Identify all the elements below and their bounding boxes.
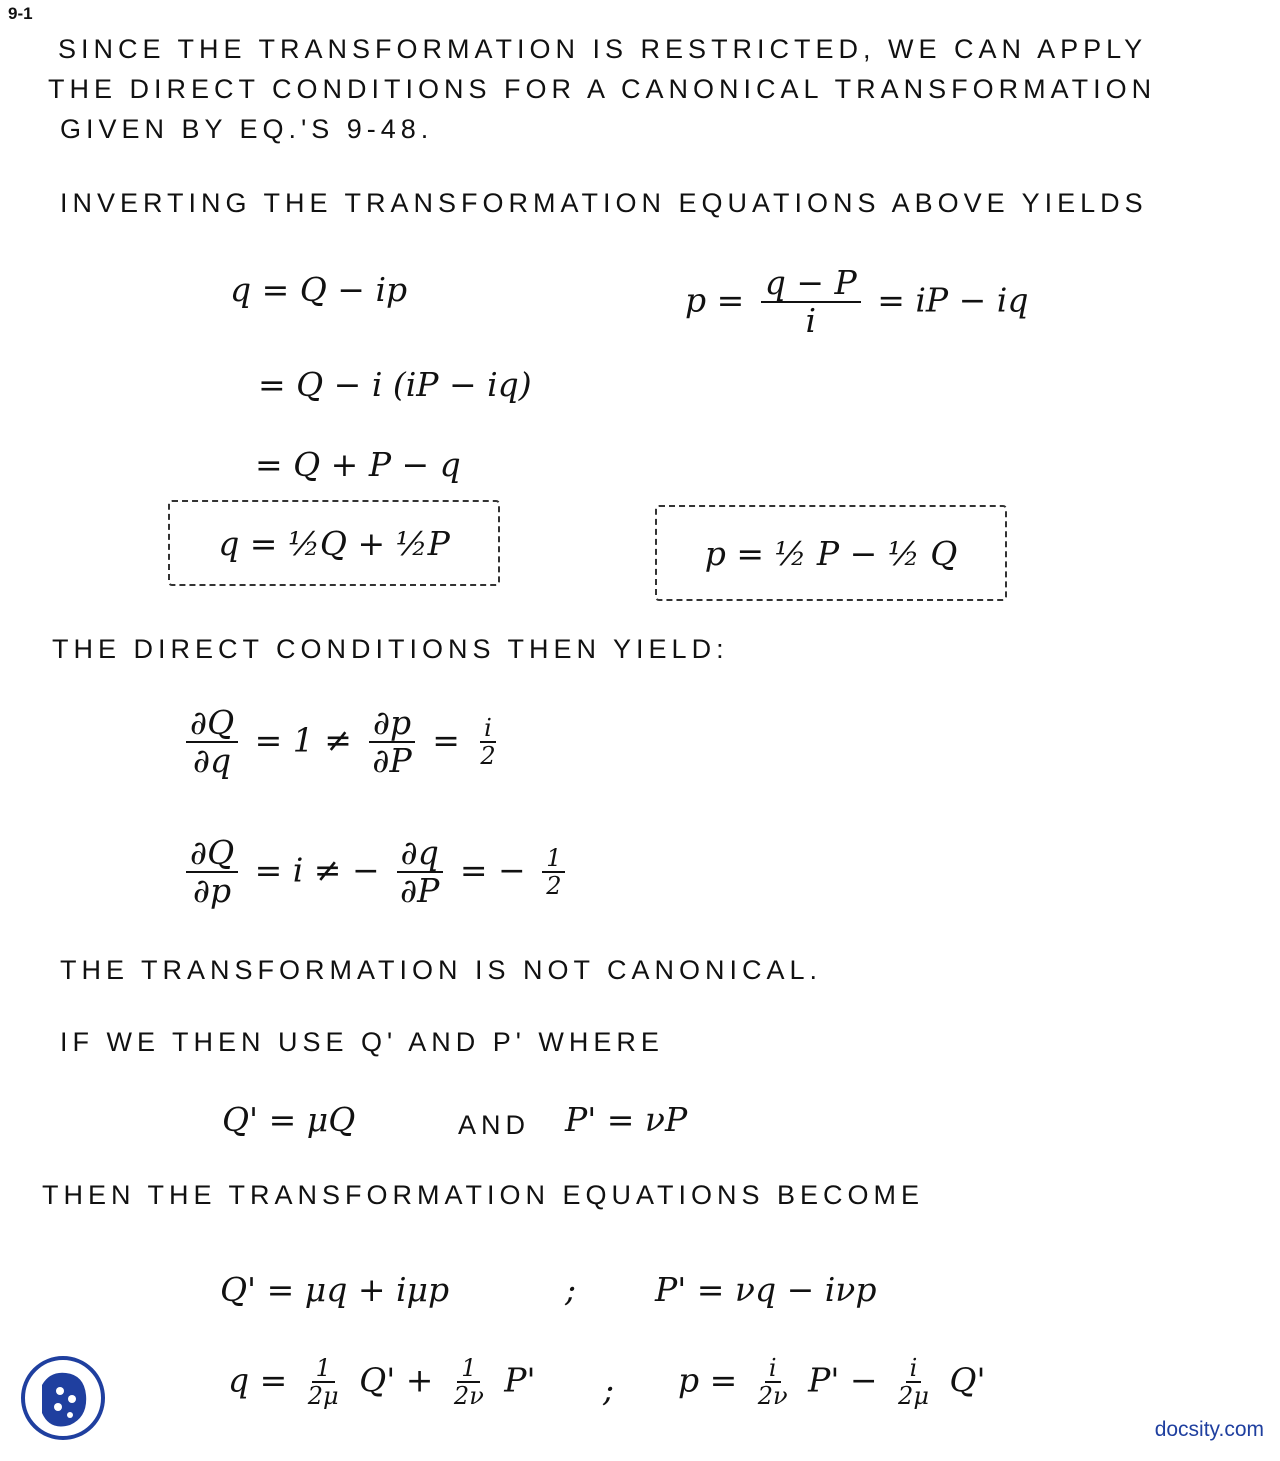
inv-q-f1n: 1 (312, 1355, 335, 1383)
c2-den: ∂p (192, 871, 232, 911)
boxed-p-result (655, 505, 1007, 601)
c1-rnum: i (480, 715, 496, 743)
eq-p-def-den: i (805, 301, 817, 341)
text-line-1: SINCE THE TRANSFORMATION IS RESTRICTED, WE CAN APPLY (58, 34, 1148, 64)
inv-q-frac-2 (450, 1355, 488, 1410)
inv-p-t1: P' − (808, 1360, 878, 1400)
eq-p-def-rhs: = iP − iq (877, 280, 1029, 320)
c2-frac-3 (542, 845, 565, 900)
eq-scale-and: AND (458, 1110, 531, 1140)
inv-p-f1n: i (765, 1355, 781, 1383)
text-line-7: IF WE THEN USE Q' AND P' WHERE (60, 1027, 664, 1057)
eq-p-def (685, 265, 1028, 340)
text-line-2: THE DIRECT CONDITIONS FOR A CANONICAL TRANSFORMATION (48, 74, 1157, 104)
text-line-5: THE DIRECT CONDITIONS THEN YIELD: (52, 634, 729, 664)
inv-p-t2: Q' (949, 1360, 986, 1400)
eq-scale-p: P' = νP (565, 1100, 688, 1139)
c2-mid: = i ≠ − (254, 850, 380, 890)
docsity-watermark[interactable]: docsity.com (1154, 1418, 1264, 1441)
c1-den: ∂q (192, 741, 232, 781)
page-label: 9-1 (8, 4, 33, 23)
c2-rden: 2 (546, 872, 562, 901)
inv-q-f2d: 2ν (453, 1382, 484, 1411)
c2-rnum: 1 (542, 845, 565, 873)
inv-p-lhs: p = (678, 1360, 738, 1400)
c1-num2: ∂p (369, 705, 415, 743)
eq-condition-1 (180, 705, 506, 780)
eq-p-def-num: q − P (761, 265, 861, 303)
eq-q-step3: = Q + P − q (255, 445, 461, 484)
inv-p-f2n: i (906, 1355, 922, 1383)
inv-q-t1: Q' + (359, 1360, 434, 1400)
text-line-4: INVERTING THE TRANSFORMATION EQUATIONS ABOVE YIELDS (60, 188, 1148, 218)
inv-q-f1d: 2μ (307, 1382, 339, 1411)
c2-frac-2 (396, 835, 443, 910)
inv-p-frac-2 (894, 1355, 933, 1410)
inv-q-f2n: 1 (457, 1355, 480, 1383)
boxed-q-result (168, 500, 500, 586)
eq-q-box: q = ½Q + ½P (218, 523, 450, 563)
text-line-3: GIVEN BY EQ.'S 9-48. (60, 114, 434, 144)
text-line-8: THEN THE TRANSFORMATION EQUATIONS BECOME (42, 1180, 925, 1210)
c2-frac-1 (186, 835, 238, 910)
c1-mid: = 1 ≠ (254, 720, 352, 760)
eq-q-step2: = Q − i (iP − iq) (258, 365, 532, 404)
docsity-logo-icon[interactable] (20, 1355, 106, 1441)
c1-frac-1 (186, 705, 238, 780)
eq-new-p: P' = νq − iνp (655, 1270, 877, 1309)
inv-q-t2: P' (504, 1360, 536, 1400)
c2-den2: ∂P (400, 871, 440, 911)
eq-p-box: p = ½ P − ½ Q (704, 533, 958, 573)
c1-frac-3 (476, 715, 499, 770)
c1-frac-2 (368, 705, 415, 780)
inv-p-f1d: 2ν (757, 1382, 788, 1411)
eq-condition-2 (180, 835, 571, 910)
inv-q-frac-1 (304, 1355, 343, 1410)
eq-inverse-q (228, 1355, 536, 1410)
c1-num: ∂Q (186, 705, 238, 743)
c1-eq: = (432, 720, 460, 760)
eq-q-def: q = Q − ip (230, 270, 408, 309)
eq-new-q: Q' = μq + iμp (220, 1270, 450, 1309)
c2-num2: ∂q (397, 835, 443, 873)
eq-inverse-p (678, 1355, 986, 1410)
eq-scale-q: Q' = μQ (222, 1100, 356, 1139)
eq-sep-2: ; (603, 1370, 615, 1409)
text-line-6: THE TRANSFORMATION IS NOT CANONICAL. (60, 955, 823, 985)
eq-p-def-frac (761, 265, 861, 340)
c1-rden: 2 (480, 742, 496, 771)
inv-p-frac-1 (754, 1355, 792, 1410)
inv-p-f2d: 2μ (898, 1382, 929, 1411)
eq-sep-1: ; (565, 1270, 577, 1309)
inv-q-lhs: q = (228, 1360, 288, 1400)
c1-den2: ∂P (372, 741, 412, 781)
c2-num: ∂Q (186, 835, 238, 873)
c2-eq: = − (459, 850, 526, 890)
eq-p-def-lhs: p = (685, 280, 745, 320)
